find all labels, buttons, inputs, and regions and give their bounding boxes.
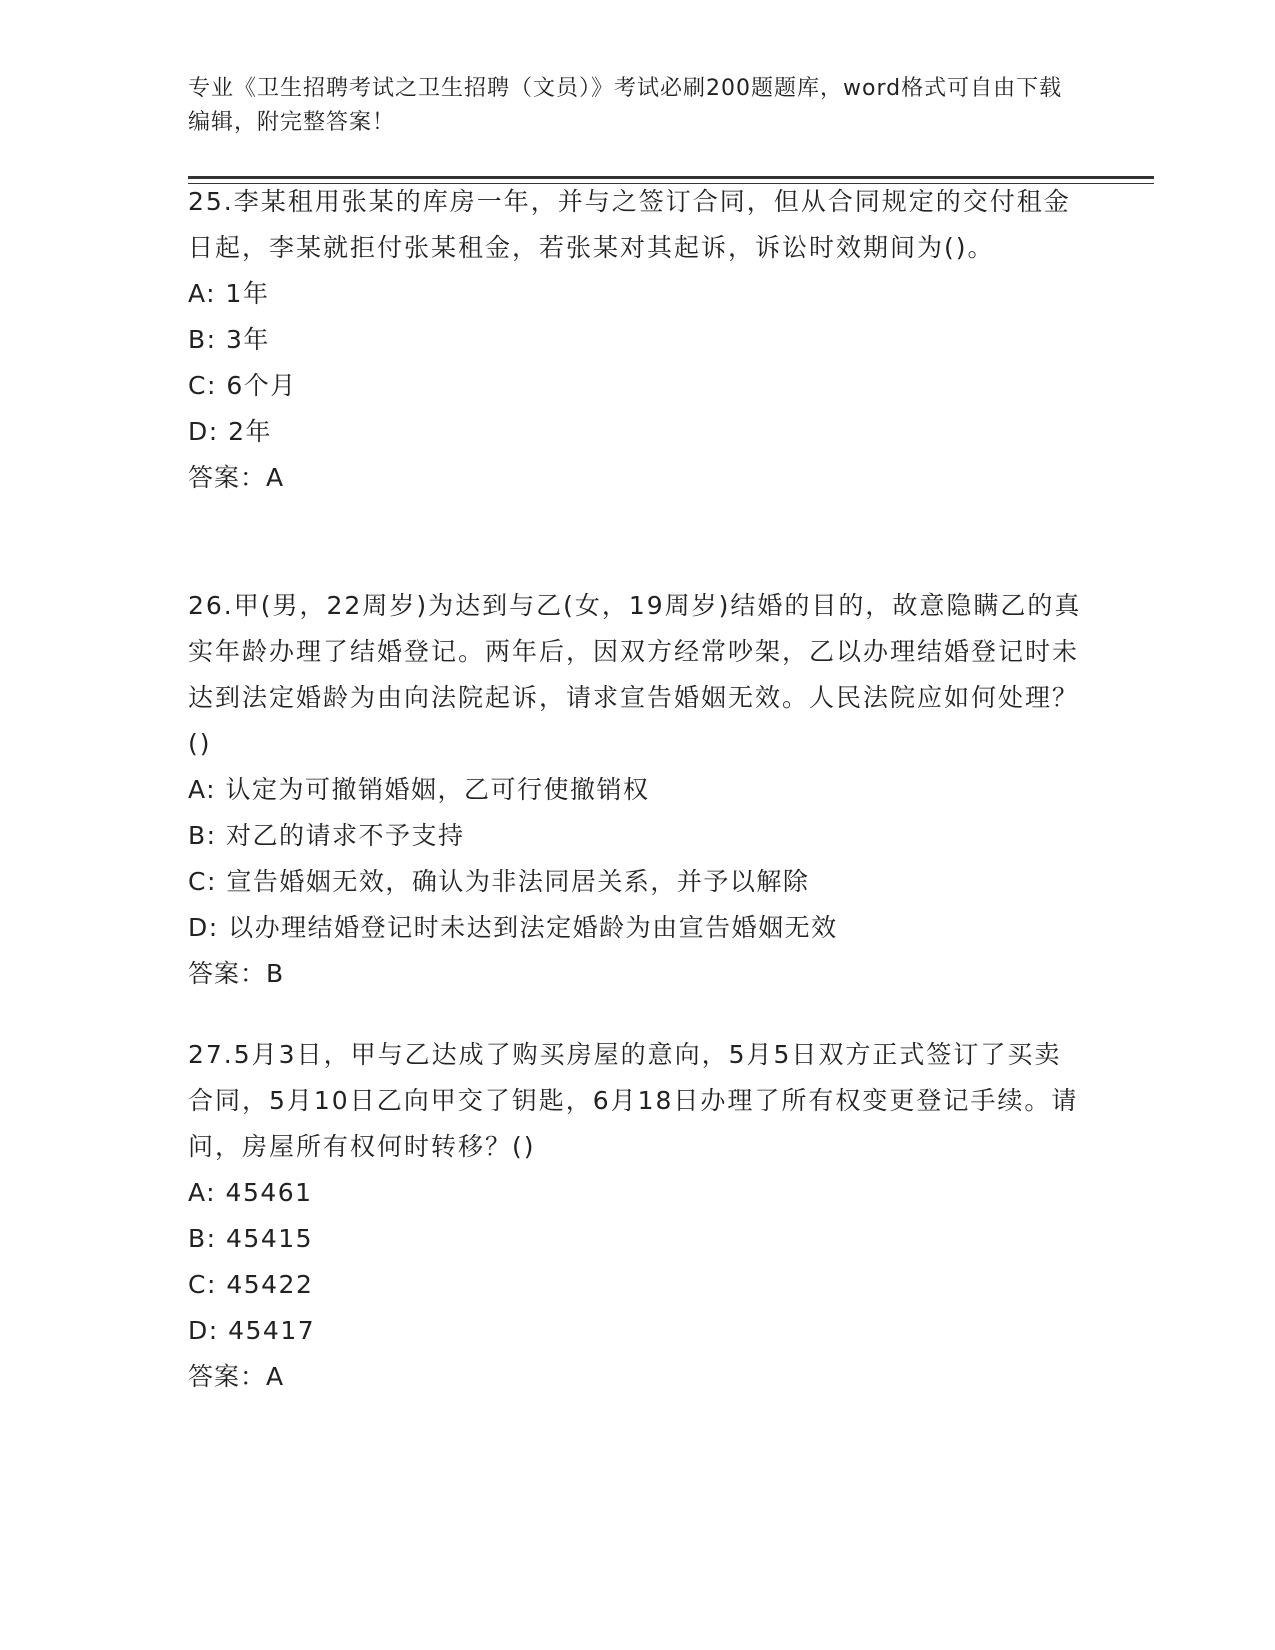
option-d: D: 2年 [188,417,273,446]
question-stem: 26.甲(男，22周岁)为达到与乙(女，19周岁)结婚的目的，故意隐瞒乙的真实年龄办理了结婚登记。两年后，因双方经常吵架，乙以办理结婚登记时未达到法定婚龄为由向法院起诉，请求宣告婚姻无效。人民法院应如何处理？() [188,591,1082,758]
option-b: B: 3年 [188,325,270,354]
option-c: C: 宣告婚姻无效，确认为非法同居关系，并予以解除 [188,867,810,896]
option-a: A: 45461 [188,1178,313,1207]
answer-line: 答案：A [188,1362,285,1391]
question-stem: 27.5月3日，甲与乙达成了购买房屋的意向，5月5日双方正式签订了买卖合同，5月10日乙向甲交了钥匙，6月18日办理了所有权变更登记手续。请问，房屋所有权何时转移？() [188,1040,1079,1161]
option-c: C: 45422 [188,1270,314,1299]
answer-line: 答案：B [188,959,285,988]
option-a: A: 认定为可撤销婚姻，乙可行使撤销权 [188,775,650,804]
question-26 [188,583,1088,997]
question-25 [188,179,1088,501]
question-27 [188,1032,1088,1400]
question-stem: 25.李某租用张某的库房一年，并与之签订合同，但从合同规定的交付租金日起，李某就拒付张某租金，若张某对其起诉，诉讼时效期间为()。 [188,187,1071,262]
option-c: C: 6个月 [188,371,297,400]
option-b: B: 对乙的请求不予支持 [188,821,465,850]
document-header: 专业《卫生招聘考试之卫生招聘（文员）》考试必刷200题题库，word格式可自由下载编辑，附完整答案！ [188,76,1063,135]
answer-line: 答案：A [188,463,285,492]
option-d: D: 以办理结婚登记时未达到法定婚龄为由宣告婚姻无效 [188,913,838,942]
option-d: D: 45417 [188,1316,316,1345]
option-b: B: 45415 [188,1224,314,1253]
option-a: A: 1年 [188,279,270,308]
